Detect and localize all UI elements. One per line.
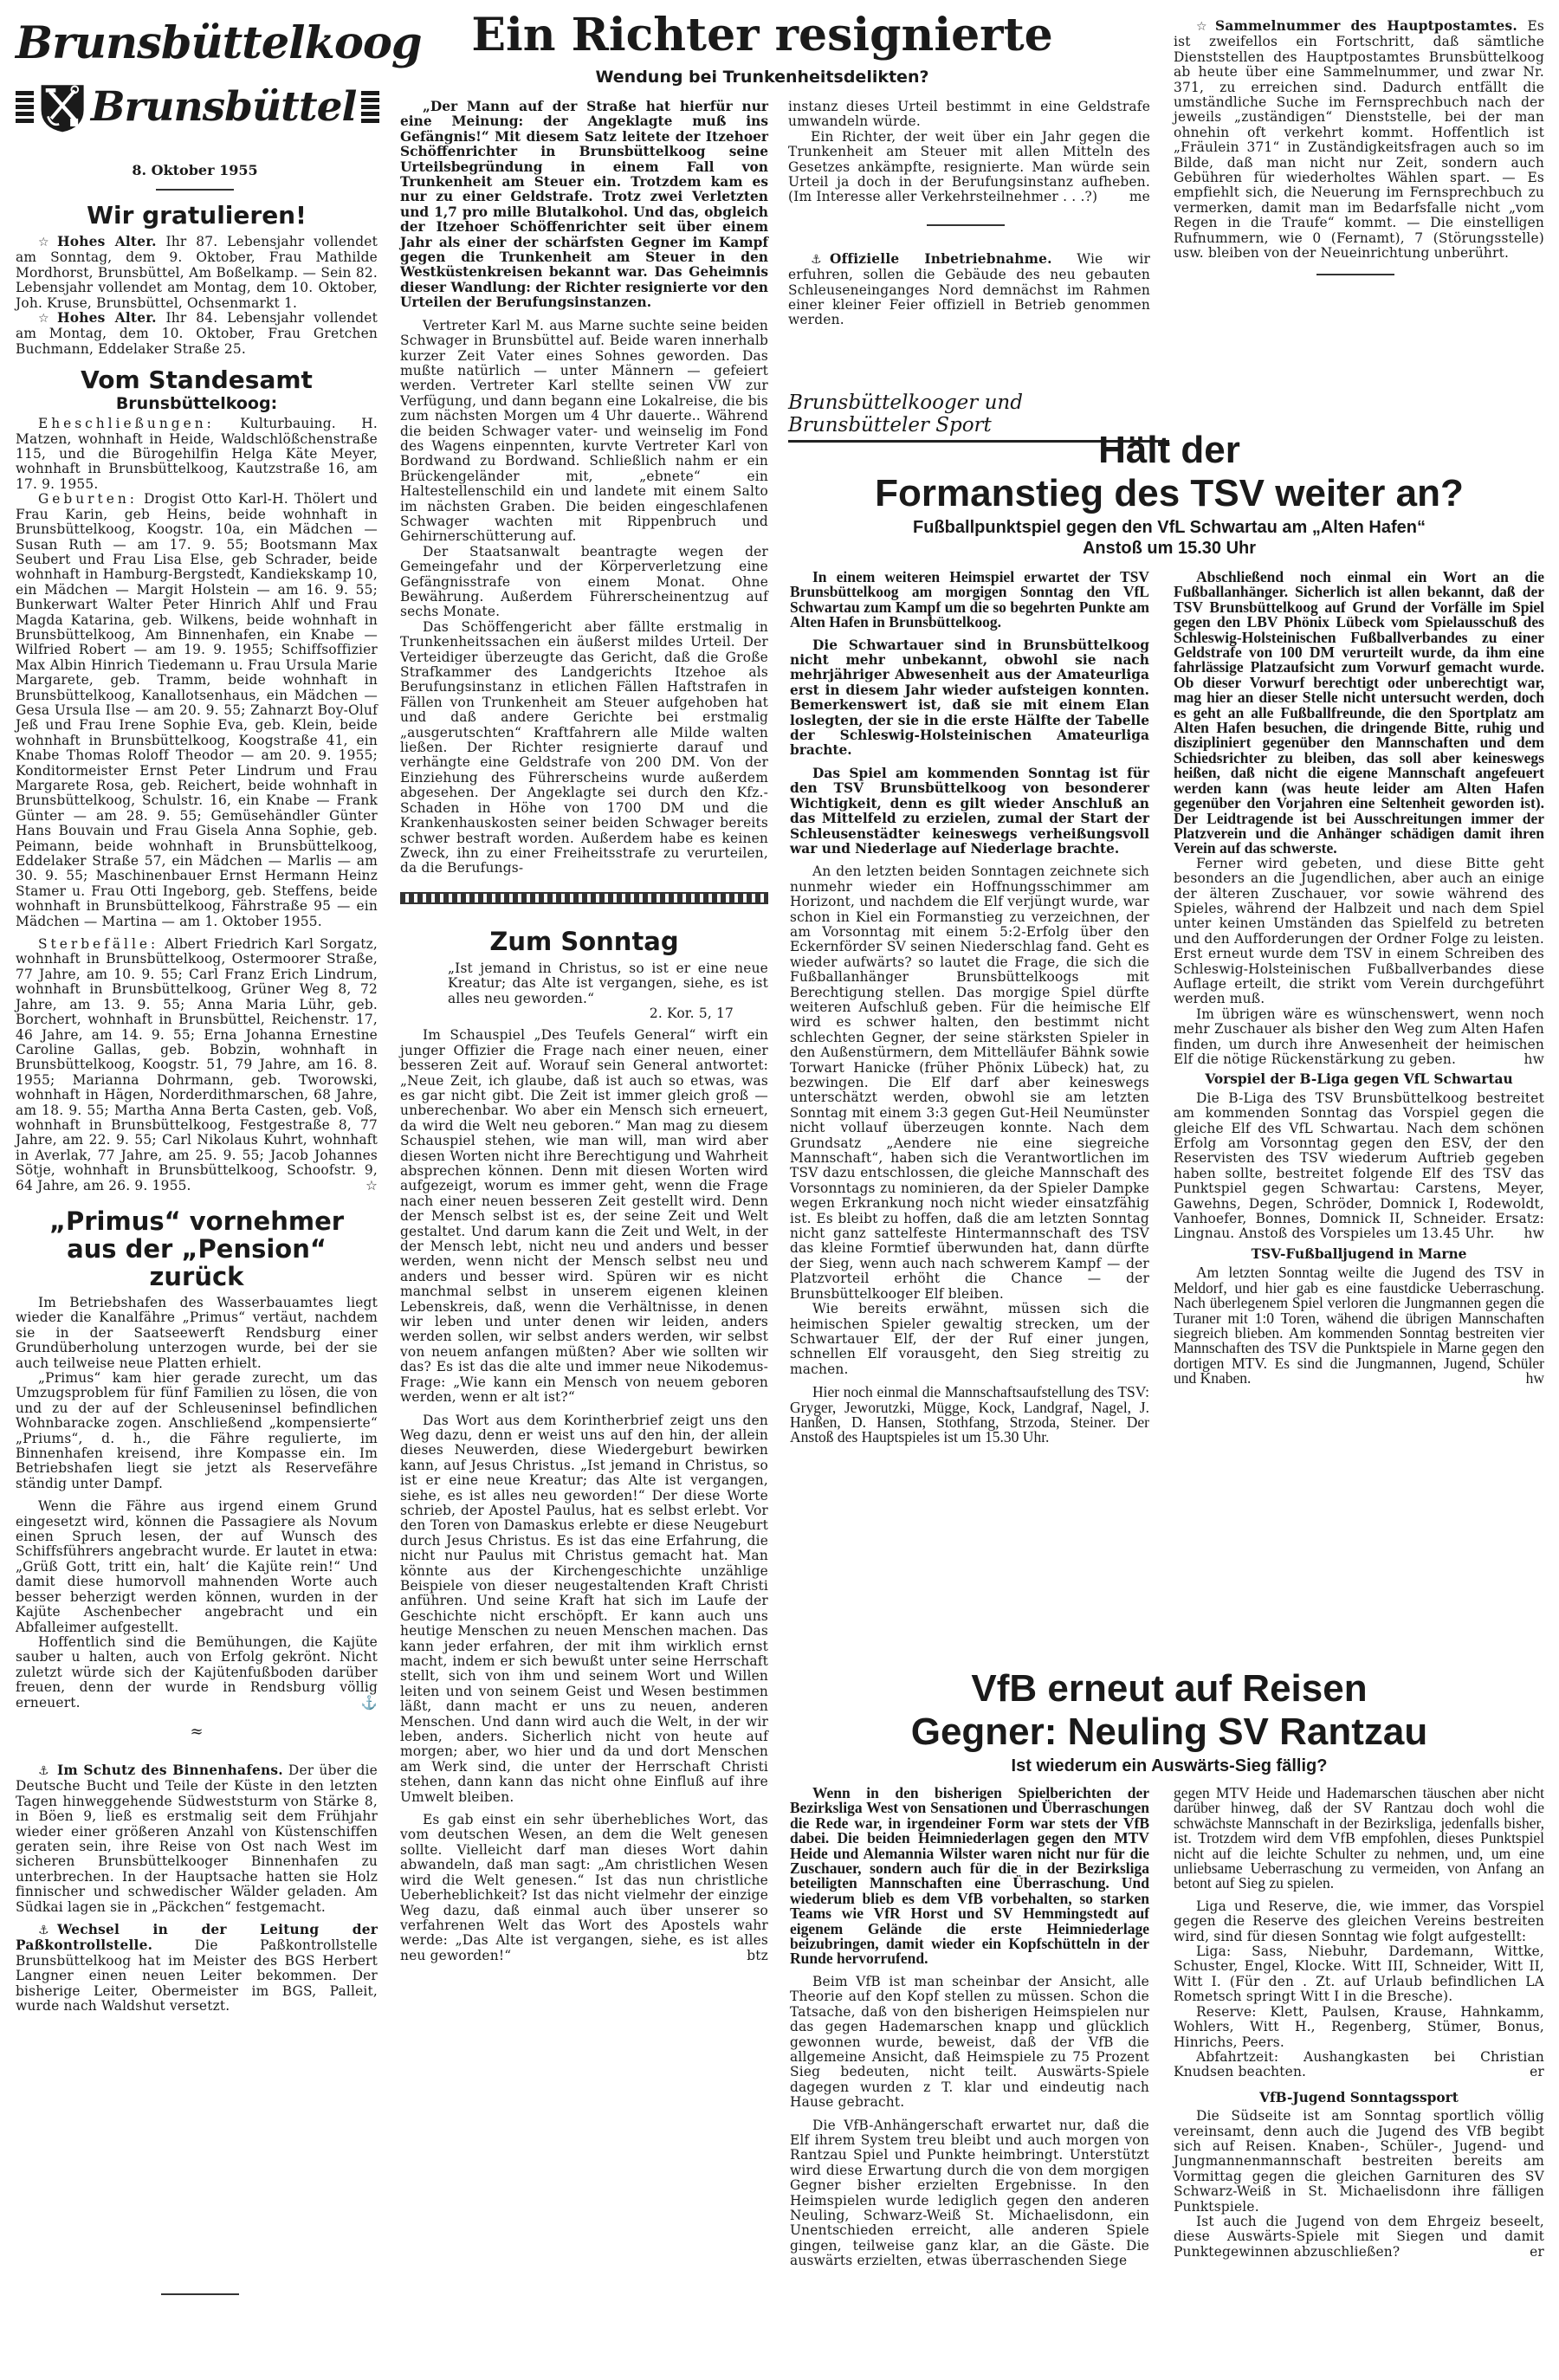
brief-text: Der über die Deutsche Bucht und Teile der Küste in den letzten Tagen hinweggehende Südweststurm von Stärke 8, in Böen 9, ließ es erstmalig seit dem Frühjahr wieder einer größeren Anzahl von Küstenschiffen geraten sein, ihre Reise von Ost nach West im sicheren Brunsbüttelkooger Binnenhafen zu unterbrechen. In der Hauptsache hatten sie Holz finnischer und schwedischer Wälder geladen. Am Südkai lagen sie in „Päckchen“ festgemacht.: [16, 1762, 378, 1915]
deaths-text: Albert Friedrich Karl Sorgatz, wohnhaft in Brunsbüttelkoog, Ostermoorer Straße, 77 Jahre, am 10. 9. 55; Carl Franz Erich Lindrum, wohnhaft in Brunsbüttelkoog, Grüner Weg 8, 72 Jahre, am 13. 9. 55; Anna Maria Lühr, geb. Borchert, wohnhaft in Brunsbüttel, Reichenstr. 17, 46 Jahre, am 14. 9. 55; Erna Johanna Ernestine Caroline Gallas, geb. Bobzin, wohnhaft in Brunsbüttelkoog, Koogstr. 51, 79 Jahre, am 16. 8. 1955; Marianna Dohrmann, geb. Tworowski, wohnhaft in Hägen, Norderdithmarschen, 68 Jahre, am 18. 9. 55; Martha Anna Berta Casten, geb. Voß, wohnhaft in Brunsbüttelkoog, Festgestraße 8, 77 Jahre, am 22. 9. 55; Carl Nikolaus Kuhrt, wohnhaft in Averlak, 77 Jahre, am 25. 9. 55; Jacob Johannes Sötje, wohnhaft in Brunsbüttelkoog, Schoofstr. 9, 64 Jahre, am 26. 9. 1955.: [16, 936, 378, 1193]
vfb-title-line1: VfB erneut auf Reisen: [971, 1667, 1368, 1710]
sonntag-paragraph: Es gab einst ein sehr überhebliches Wort, das vom deutschen Wesen, an dem die Welt genesen sollte. Vielleicht darf man dieses Wort dahin abwandeln, daß man sagt: „Am christlichen Wesen wird die Welt genesen.“ Ist das nun christliche Ueberheblichkeit? Ist das nicht vielmehr der einzige Weg dazu, daß einmal auch über unserer so verfahrenen Welt das Wort des Apostels wahr werde: „Das Alte ist vergangen, siehe, es ist alles neu geworden!“: [400, 1812, 768, 1963]
masthead-title-line1: Brunsbüttelkoog: [16, 17, 422, 69]
vfb-right-cond: gegen MTV Heide und Hademarschen täuschen aber nicht darüber hinweg, daß der SV Rantzau doch wohl die schwächste Mannschaft in der Bezirksliga, jedenfalls bisher, ist. Trotzdem wird dem VfB empfohlen, dieses Punktspiel nicht auf die leichte Schulter zu nehmen, und, um eine unliebsame Ueberraschung zu vermeiden, von Anfang an betont auf Sieg zu spielen.: [1174, 1784, 1544, 1892]
masthead-title-line2: Brunsbüttel: [90, 83, 357, 131]
gratulieren-title: Wir gratulieren!: [87, 201, 307, 230]
richter-subtitle: Wendung bei Trunkenheitsdelikten?: [595, 68, 929, 87]
tsv-title-line1: Hält der: [1098, 429, 1240, 471]
tsv-bold-paragraph: In einem weiteren Heimspiel erwartet der TSV Brunsbüttelkoog am morgigen Sonntag den VfL Schwartau zum Kampf um die so begehrten Punkte am Alten Hafen in Brunsbüttelkoog.: [790, 568, 1149, 631]
vfb-right-paragraph: Liga und Reserve, die, wie immer, das Vorspiel gegen die Reserve des gleichen Vereins bestreiten wird, sind für diesen Sonntag wie folgt aufgestellt:: [1174, 1898, 1544, 1944]
vorspiel-text: Die B-Liga des TSV Brunsbüttelkoog bestreitet am kommenden Sonntag das Vorspiel gegen die gleiche Elf des VfL Schwartau. Nach dem schönen Erfolg am Vorsonntag gegen den ESV, der den Reservisten des TSV wiederum Auftrieb gegeben haben sollte, bestreitet folgende Elf des TSV das Punktspiel gegen Schwartau: Carstens, Meyer, Gawehns, Degen, Schröder, Domnick I, Rodewoldt, Vanhoefer, Bonnes, Domnick II, Schneider. Ersatz: Lingnau. Anstoß des Vorspieles um 13.45 Uhr.: [1174, 1090, 1544, 1242]
vfb-jugend-title: VfB-Jugend Sonntagssport: [1259, 2089, 1459, 2105]
primus-title-line2: aus der „Pension“ zurück: [67, 1233, 327, 1291]
signature: hw: [1525, 1369, 1544, 1387]
tsv-lineup: Hier noch einmal die Mannschaftsaufstellung des TSV: Gryger, Jeworutzki, Mügge, Kock, Landgraf, Nagel, J. Hanßen, D. Hansen, Stothfang, Strzoda, Steiner. Der Anstoß des Hauptspieles ist um 15.30 Uhr.: [790, 1383, 1149, 1446]
column-4-top: [1174, 19, 1544, 275]
divider: [1316, 274, 1394, 275]
richter-paragraph: Der Staatsanwalt beantragte wegen der Gemeingefahr und der Körperverletzung eine Gefängnisstrafe von einem Monat. Ohne Bewährung. Außerdem Führerscheinentzug auf sechs Monate.: [400, 543, 768, 620]
sonntag-title: Zum Sonntag: [489, 926, 679, 956]
sport-section-title: Brunsbüttelkooger und Brunsbütteler Sport: [788, 391, 1169, 443]
tsv-title-line2: Formanstieg des TSV weiter an?: [875, 472, 1464, 514]
inbetrieb-text: Wie wir erfuhren, sollen die Gebäude des neu gebauten Schleuseneinganges Nord demnächst im Rahmen einer kleiner Feier offiziell in Betrieb genommen werden.: [788, 250, 1150, 328]
richter-paragraph: Das Schöffengericht aber fällte erstmalig in Trunkenheitssachen ein äußerst mildes Urteil. Der Verteidiger überzeugte das Gericht, daß die Große Strafkammer des Landgerichts Itzehoe als Berufungsinstanz in etlichen Fällen Haftstrafen in Fällen von Trunkenheit am Steuer aufgehoben hat und daß andere Gerichte bei erstmalig „ausgerutschten“ Kraftfahrern alle Milde walten ließen. Der Richter resignierte darauf und verhängte eine Geldstrafe von 200 DM. Von der Einziehung des Führerscheins wurde außerdem abgesehen. Der Angeklagte sei durch den Kfz.-Schaden in Höhe von 1700 DM und die Krankenhauskosten seiner beiden Schwager bereits schwer bestraft worden. Außerdem habe es keinen Zweck, ihn zu einer Freiheitsstrafe zu verurteilen, da die Berufungs-: [400, 618, 768, 876]
tsv-bold-paragraph: Die Schwartauer sind in Brunsbüttelkoog nicht mehr unbekannt, obwohl sie nach mehrjähriger Abwesenheit aus der Amateurliga erst in diesem Jahr wieder aufsteigen konnten. Bemerkenswert ist, daß sie mit einem Elan loslegten, der sie in die erste Hälfte der Tabelle der Schleswig-Holsteinischen Amateurliga brachte.: [790, 637, 1149, 759]
column-3-top: [788, 100, 1150, 328]
primus-paragraph: Im Betriebshafen des Wasserbauamtes liegt wieder die Kanalfähre „Primus“ vertäut, nachdem sie in der Saatseewerft Rendsburg einer Grundüberholung unterzogen wurde, bei der sie auch teilweise neue Platten erhielt.: [16, 1294, 378, 1371]
vfb-jugend-paragraph: Die Südseite ist am Sonntag sportlich völlig vereinsamt, denn auch die Jugend des VfB begibt sich auf Reisen. Knaben-, Schüler-, Jugend- und Jungmannenmannschaft bestreiten bereits am Vormittag gegen die gleichen Garnituren des SV Schwarz-Weiß in St. Michaelisdonn ihre fälligen Punktspiele.: [1174, 2108, 1544, 2215]
tsv-subtitle-1: Fußballpunktspiel gegen den VfL Schwartau am „Alten Hafen“: [913, 518, 1426, 537]
richter-title: Ein Richter resignierte: [471, 9, 1053, 61]
column-2: [400, 100, 768, 1963]
signature: hw: [1523, 1226, 1544, 1242]
anchor-icon: ⚓: [38, 1763, 49, 1778]
sonntag-reference: 2. Kor. 5, 17: [649, 1005, 734, 1021]
brief-lead: Wechsel in der Leitung der Paßkontrollstelle.: [16, 1922, 378, 1954]
richter-paragraph: Vertreter Karl M. aus Marne suchte seine beiden Schwager in Brunsbüttel auf. Beide waren innerhalb kurzer Zeit Vater eines Sohnes geworden. Das mußte natürlich — unter Männern — gefeiert werden. Vertreter Karl stellte seinen VW zur Verfügung, und dann begann eine Lokalreise, die bis zum nächsten Morgen um 4 Uhr dauerte.. Während die beiden Schwager vater- und weinselig im Fond des Wagens einpennten, kurvte Vertreter Karl von Bordwand zu Bordwand. Schließlich nahm er ein Brückengeländer mit, „ebnete“ ein Haltestellenschild ein und landete mit einem Salto im nächsten Graben. Die beiden eingeschlafenen Schwager wachten mit Rippenbruch und Gehirnerschütterung auf.: [400, 317, 768, 545]
star-icon: ☆: [38, 312, 49, 327]
signature: btz: [747, 1947, 768, 1963]
divider: [161, 2293, 239, 2295]
star-icon: ☆: [1196, 20, 1207, 34]
sammelnummer-lead: Sammelnummer des Hauptpostamtes.: [1215, 18, 1517, 34]
anchor-icon: ⚓: [38, 1924, 49, 1937]
anchor-icon: ⚓: [360, 1694, 378, 1711]
vfb-jugend-paragraph: Ist auch die Jugend von dem Ehrgeiz beseelt, diese Auswärts-Spiele mit Siegen und damit Punktegewinnen abzuschließen?: [1174, 2213, 1544, 2260]
gratulieren-lead-2: Hohes Alter.: [57, 310, 157, 327]
richter-lead: „Der Mann auf der Straße hat hierfür nur eine Meinung: der Angeklagte muß ins Gefängnis!“ Mit diesem Satz leitete der Itzehoer Schöffenrichter in Brunsbüttelkoog seine Urteilsbegründung in einem Fall von Trunkenheit am Steuer ein. Trotzdem kam es nur zu einer Geldstrafe. Trotz zwei Verletzten und 1,7 pro mille Blutalkohol. Und das, obgleich der Itzehoer Schöffenrichter seit über einem Jahr als einer der schärfsten Gegner im Kampf gegen die Trunkenheit am Steuer in den Westküstenkreisen bekannt war. Das Geheimnis dieser Wandlung: der Richter resignierte vor den Urteilen der Berufungsinstanzen.: [400, 99, 768, 311]
star-icon: ☆: [365, 1177, 378, 1193]
standesamt-title: Vom Standesamt: [81, 365, 313, 395]
crest-anchor-spade-icon: [39, 68, 86, 147]
tsv-right-paragraph: Im übrigen wäre es wünschenswert, wenn noch mehr Zuschauer als bisher den Weg zum Alten Hafen finden, um durch ihre Anwesenheit der heimischen Elf die nötige Rückenstärkung zu geben.: [1174, 1006, 1544, 1067]
sonntag-paragraph: Das Wort aus dem Korintherbrief zeigt uns den Weg dazu, denn er weist uns auf den hin, der allein dieses Neuwerden, diese Wiedergeburt bewirken kann, auf Jesus Christus. „Ist jemand in Christus, so ist er eine neue Kreatur; das Alte ist vergangen, siehe, es ist alles neu geworden!“ Der diese Worte schrieb, der Apostel Paulus, hat es selbst erlebt. Vor den Toren von Damaskus erlebte er diese Neugeburt durch Jesus Christus. Es ist das eine Erfahrung, die nicht nur Paulus mit Christus gemacht hat. Man könnte aus der Kirchengeschichte unzählige Beispiele von dieser neugestaltenden Kraft Christi anführen. Und seine Kraft hat sich im Laufe der Geschichte nicht erschöpft. Er kann auch uns heutige Menschen zu neuen Menschen machen. Das kann jeder erfahren, der mit ihm wirklich ernst macht, indem er sich bewußt unter seine Herrschaft stellt, sich von ihm und seinem Wort und Willen leiten und von seinem Geist und Wesen bestimmen läßt, dann macht er uns zu neuen, anderen Menschen. Und dann wird auch die Welt, in der wir leben, anders. Sicherlich nicht von heute auf morgen; aber, wo hier und da und dort Menschen am Werk sind, die unter der Herrschaft Christi stehen, dann kann das nicht ohne Einfluß auf ihre Umwelt bleiben.: [400, 1412, 768, 1805]
divider: [927, 224, 1005, 226]
sonntag-quote: „Ist jemand in Christus, so ist er eine neue Kreatur; das Alte ist vergangen, siehe, es ist alles neu geworden.“: [448, 960, 768, 1006]
richter-continued: Ein Richter, der weit über ein Jahr gegen die Trunkenheit am Steuer mit allen Mitteln des Gesetzes ankämpfte, resignierte. Man würde sein Urteil ja doch in der Berufungsinstanz aufheben. (Im Interesse aller Verkehrsteilnehmer . . .?): [788, 128, 1150, 205]
marriages-text: Kulturbauing. H. Matzen, wohnhaft in Heide, Waldschlößchenstraße 115, und die Bürogehilfin Helga Käte Meyer, wohnhaft in Brunsbüttelkoog, Kautzstraße 16, am 17. 9. 1955.: [16, 416, 378, 492]
births-text: Drogist Otto Karl-H. Thölert und Frau Karin, geb Heins, beide wohnhaft in Brunsbüttelkoog, Koogstr. 10a, ein Mädchen — Susan Ruth — am 17. 9. 55; Bootsmann Max Seubert und Frau Lisa Else, geb Schrader, beide wohnhaft in Hamburg-Bergstedt, Kandiekskamp 10, ein Mädchen — Margit Holstein — am 16. 9. 55; Bunkerwart Walter Peter Hinrich Ahlf und Frau Magda Katarina, geb. Wilkens, beide wohnhaft in Brunsbüttelkoog, Am Binnenhafen, ein Knabe — Wilfried Robert — am 19. 9. 1955; Schiffsoffizier Max Albin Hinrich Tiedemann u. Frau Ursula Marie Margarete, geb. Tramm, beide wohnhaft in Brunsbüttelkoog, Kanallotsenhaus, ein Mädchen — Gesa Ursula Ilse — am 20. 9. 55; Zahnarzt Boy-Oluf Jeß und Frau Irene Sophie Eva, geb. Klein, beide wohnhaft in Brunsbüttelkoog, Koogstraße 41, ein Knabe Thomas Roloff Theodor — am 20. 9. 1955; Konditormeister Ernst Peter Lindrum und Frau Margarete Rosa, geb. Reichert, beide wohnhaft in Brunsbüttelkoog, Schulstr. 16, ein Knabe — Frank Günter — am 28. 9. 55; Gemüsehändler Günter Hans Bouvain und Frau Gisela Anna Sophie, geb. Peimann, beide wohnhaft in Brunsbüttelkoog, Eddelaker Straße 57, ein Mädchen — Marlis — am 30. 9. 55; Maschinenbauer Ernst Hermann Heinz Stamer u. Frau Otti Ingeborg, geb. Steffens, beide wohnhaft in Brunsbüttelkoog, Fährstraße 95 — ein Mädchen — Martina — am 1. Oktober 1955.: [16, 491, 378, 929]
column-1: [16, 201, 378, 2014]
tsv-paragraph: An den letzten beiden Sonntagen zeichnete sich nunmehr wieder ein Hoffnungsschimmer am Horizont, und nachdem die Elf verjüngt wurde, war schon in Kiel ein Formanstieg zu verzeichnen, der am Vorsonntag mit einem 5:2-Erfolg über den Eckernförder SV seinen Niederschlag fand. Geht es wieder aufwärts? so lautet die Frage, die sich die Fußballanhänger Brunsbüttelkoogs mit Berechtigung stellen. Das morgige Spiel dürfte weiteren Aufschluß geben. Für die heimische Elf wird es schwer halten, den bestimmt nicht schlechten Gegner, der seine stärksten Spieler in den Außenstürmern, dem Mittelläufer Bähnk sowie Torwart Hanicke (früher Phönix Lübeck) hat, zu bezwingen. Die Elf darf aber keineswegs unterschätzt werden, obwohl sie am letzten Sonntag mit einem 3:3 gegen Gut-Heil Neumünster nicht vollauf überzeugen konnte. Nach dem Grundsatz „Aendere nie eine siegreiche Mannschaft“, haben sich die Verantwortlichen im TSV dazu entschlossen, die gleiche Mannschaft des Vorsonntags zu nominieren, da der Spieler Dampke wegen Erkrankung noch nicht wieder einsatzfähig ist. Es bleibt zu hoffen, daß die am letzten Sonntag nicht ganz sattelfeste Hintermannschaft des TSV das kleine Formtief überwunden hat, dann dürfte der Sieg, wenn auch nach schwerem Kampf — der Platzvorteil erhöht die Chance — der Brunsbüttelkooger Elf bleiben.: [790, 863, 1149, 1302]
tsv-left-column: [790, 570, 1149, 1445]
banner-left-icon: [16, 91, 34, 124]
primus-paragraph: Wenn die Fähre aus irgend einem Grund eingesetzt wird, können die Passagiere als Novum einen Spruch lesen, der auf Wunsch des Schiffsführers angebracht wurde. Er lautet in etwa: „Grüß Gott, tritt ein, halt‘ die Kajüte rein!“ Und damit diese humorvoll mahnenden Worte auch besser beherzigt werden können, wurden in der Kajüte Aschenbecher angebracht und ein Abfalleimer aufgestellt.: [16, 1498, 378, 1635]
star-icon: ☆: [38, 236, 49, 249]
primus-paragraph: „Primus“ kam hier gerade zurecht, um das Umzugsproblem für fünf Familien zu lösen, die von und zu der auf der Schleuseninsel befindlichen Wohnbaracke zogen. Anschließend „kompensierte“ „Priums“, d. h., die Fähre regulierte, im Binnenhafen kreisend, ihre Kompasse ein. Im Betriebshafen liegt sie jetzt als Reservefähre ständig unter Dampf.: [16, 1370, 378, 1491]
primus-paragraph: Hoffentlich sind die Bemühungen, die Kajüte sauber u halten, auch von Erfolg gekrönt. Nicht zuletzt würde sich der Kajütenfußboden darüber freuen, denn der wurde in Rendsburg völlig erneuert.: [16, 1633, 378, 1711]
vfb-bold-lead: Wenn in den bisherigen Spielberichten der Bezirksliga West von Sensationen und Überraschungen die Rede war, in irgendeiner Form war stets der VfB dabei. Die beiden Heimniederlagen gegen den MTV Heide und Alemannia Wilster waren nicht nur für die Zuschauer, sondern auch für die in der Bezirksliga beteiligten Mannschaften eine Überraschung. Und wiederum blieb es dem VfB vorbehalten, so starken Teams wie VfR Horst und SV Hemmingstedt auf eigenem Gelände die erste Heimniederlage beizubringen, damit wieder ein Kopfschütteln in der Runde hervorrufend.: [790, 1784, 1149, 1968]
vfb-title-line2: Gegner: Neuling SV Rantzau: [910, 1711, 1428, 1753]
gratulieren-text-2: Ihr 84. Lebensjahr vollendet am Montag, dem 10. Oktober, Frau Gretchen Buchmann, Eddelaker Straße 25.: [16, 310, 378, 357]
signature: hw: [1523, 1051, 1544, 1067]
section-label-deaths: Sterbefälle:: [38, 936, 159, 953]
jugend-text: Am letzten Sonntag weilte die Jugend des TSV in Meldorf, und hier gab es eine faustdicke Ueberraschung. Nach überlegenem Spiel verloren die Jungmannen gegen die Turaner mit 1:0 Toren, wähend die übrigen Mannschaften siegreich blieben. Am kommenden Sonntag bestreiten vier Mannschaften des TSV die Punktspiele in Marne gegen den dortigen MTV. Es sind die Jungmannen, Jugend, Schüler und Knaben.: [1174, 1264, 1544, 1387]
tsv-right-column: [1174, 570, 1544, 1387]
gratulieren-lead-1: Hohes Alter.: [57, 234, 157, 249]
signature: er: [1530, 2243, 1544, 2260]
issue-date: 8. Oktober 1955: [132, 162, 258, 178]
standesamt-subtitle: Brunsbüttelkoog:: [115, 394, 278, 414]
tsv-right-paragraph: Ferner wird gebeten, und diese Bitte geht besonders an die Jugendlichen, aber auch an einige der älteren Zuschauer, vor sowie während des Spieles, während der Halbzeit und nach dem Spiel unter keinen Umständen das Spielfeld zu betreten und den Aufforderungen der Ordner Folge zu leisten. Erst erneut wurde dem TSV in einem Schreiben des Schleswig-Holsteinischen Fußballverbandes diese Auflage erteilt, die strikt vom Verein durchgeführt werden muß.: [1174, 855, 1544, 1007]
vfb-lineup-liga: Liga: Sass, Niebuhr, Dardemann, Wittke, Schuster, Engel, Klocke. Witt III, Schneider, Witt II, Witt I. (Für den . Zt. auf Urlaub befindlichen LA Rometsch springt Witt I in die Bresche).: [1174, 1943, 1544, 2005]
tsv-paragraph: Wie bereits erwähnt, müssen sich die heimischen Spieler gewaltig strecken, um der Schwartauer Elf, der der Ruf einer jungen, schnellen Elf vorausgeht, den Sieg streitig zu machen.: [790, 1301, 1149, 1377]
masthead: [16, 17, 422, 147]
signature: me: [1129, 189, 1150, 205]
vfb-lineup-reserve: Reserve: Klett, Paulsen, Krause, Hahnkamm, Wohlers, Witt H., Regenberg, Stümer, Bonus, Hinrichs, Peers.: [1174, 2003, 1544, 2050]
vorspiel-title: Vorspiel der B-Liga gegen VfL Schwartau: [1205, 1071, 1513, 1088]
signature: er: [1530, 2064, 1544, 2080]
richter-continued: instanz dieses Urteil bestimmt in eine Geldstrafe umwandeln würde.: [788, 99, 1150, 130]
inbetrieb-lead: Offizielle Inbetriebnahme.: [830, 250, 1052, 267]
sonntag-paragraph: Im Schauspiel „Des Teufels General“ wirft ein junger Offizier die Frage nach einer neuen, einer besseren Zeit auf. Worauf sein General antwortet: „Neue Zeit, ich glaube, daß ist auch so etwas, was es gar nicht gibt. Die Zeit ist immer gleich groß — unberechenbar. Wo aber ein Mensch sich erneuert, da wird die Welt neu geboren.“ Man mag zu diesem Schauspiel stehen, wie man will, man wird aber diesen Worten nicht ihre Berechtigung und Wahrheit absprechen können. Denn mit diesen Worten wird aufgezeigt, worum es immer geht, wenn die Frage nach einer neuen besseren Zeit gestellt wird. Denn der Mensch selbst ist es, der seine Zeit und Welt gestaltet. Und darum kann die Zeit und Welt, in der der Mensch lebt, nicht neu und anders und besser werden, wenn nicht der Mensch selbst neu und anders und besser wird. Spüren wir es nicht manchmal selbst in unserem eigenen kleinen Lebenskreis, daß, wenn die Verhältnisse, in denen wir leben und unter denen wir leiden, anders werden sollen, wir selbst anders werden, wir selbst von neuem anfangen müßten? Aber wie sollten wir das? Es ist das die alte und immer neue Nikodemus-Frage: „Wie kann ein Mensch von neuem geboren werden, wenn er alt ist?“: [400, 1027, 768, 1406]
tsv-right-bold: Abschließend noch einmal ein Wort an die Fußballanhänger. Sicherlich ist allen bekannt, daß der TSV Brunsbüttelkoog auf Grund der Vorfälle im Spiel gegen den LBV Phönix Lübeck vom Spielausschuß des Schleswig-Holsteinischen Fußballverbandes zu einer Geldstrafe von 100 DM verurteilt wurde, da ihm eine fahrlässige Platzaufsicht zum Vorwurf gemacht wurde. Ob dieser Vorwurf berechtigt oder unberechtigt war, mag hier an dieser Stelle nicht untersucht werden, doch es geht an alle Fußballfreunde, die den Sportplatz am Alten Hafen besuchen, die dringende Bitte, ruhig und diszipliniert gegenüber den Mannschaften und dem Schiedsrichter zu bleiben, das soll aber keineswegs heißen, daß nicht die eigene Mannschaft angefeuert werden kann (was heute leider am Alten Hafen gegenüber den Vorjahren eine Seltenheit geworden ist). Der Leidtragende ist bei Ausschreitungen immer der Platzverein und die Anhänger schädigen damit ihren Verein auf das schwerste.: [1174, 568, 1544, 857]
brief-text: Die Paßkontrollstelle Brunsbüttelkoog hat im Meister des BGS Herbert Langner einen neuen Leiter bekommen. Der bisherige Leiter, Obermeister im BGS, Palleit, wurde nach Waldshut versetzt.: [16, 1937, 378, 2015]
primus-title-line1: „Primus“ vornehmer: [49, 1206, 345, 1236]
divider: [156, 189, 234, 191]
gratulieren-text-1: Ihr 87. Lebensjahr vollendet am Sonntag, dem 9. Oktober, Frau Mathilde Mordhorst, Brunsbüttel, Am Boßelkamp. — Sein 82. Lebensjahr vollendet am Montag, dem 10. Oktober, Joh. Kruse, Brunsbüttel, Ochsenmarkt 1.: [16, 234, 378, 311]
braid-ornament-divider: [400, 892, 768, 904]
vfb-paragraph: Beim VfB ist man scheinbar der Ansicht, alle Theorie auf den Kopf stellen zu müssen. Schon die Tatsache, daß von den bisherigen Heimspielen nur das gegen Hademarschen knapp und glücklich gewonnen wurde, beweist, daß der VfB die allgemeine Ansicht, daß Heimspiele zu 75 Prozent Sieg bedeuten, nicht teilt. Auswärts-Spiele dagegen wurden z T. klar und eindeutig nach Hause gebracht.: [790, 1973, 1149, 2111]
vfb-paragraph: Die VfB-Anhängerschaft erwartet nur, daß die Elf ihrem System treu bleibt und auch morgen von Rantzau Spiel und Punkte heimbringt. Unterstützt wird diese Erwartung durch die von dem morgigen Gegner bisher erzielten Ergebnisse. In den Heimspielen wurde lediglich gegen den anderen Neuling, Schwarz-Weiß St. Michaelisdonn, ein Unentschieden erreicht, alle anderen Spiele gingen, teilweise ganz klar, an die Gäste. Die auswärts erzielten, etwas überraschenden Siege: [790, 2117, 1149, 2269]
tsv-bold-paragraph: Das Spiel am kommenden Sonntag ist für den TSV Brunsbüttelkoog von besonderer Wichtigkeit, denn es gilt wieder Anschluß an das Mittelfeld zu erzielen, zumal der Start der Schleusenstädter keineswegs verheißungsvoll war und Niederlage auf Niederlage brachte.: [790, 765, 1149, 857]
anchor-icon: ⚓: [811, 252, 822, 267]
section-label-marriages: Eheschließungen:: [38, 416, 215, 432]
section-label-births: Geburten:: [38, 491, 138, 508]
tsv-subtitle-2: Anstoß um 15.30 Uhr: [1082, 539, 1257, 558]
vfb-right-column: [1174, 1786, 1544, 2260]
wave-ornament-icon: ≈: [190, 1722, 204, 1741]
vfb-left-column: [790, 1786, 1149, 2269]
vfb-subtitle: Ist wiederum ein Auswärts-Sieg fällig?: [1011, 1756, 1328, 1775]
vfb-departure: Abfahrtzeit: Aushangkasten bei Christian Knudsen beachten.: [1174, 2048, 1544, 2080]
brief-lead: Im Schutz des Binnenhafens.: [57, 1762, 283, 1778]
sammelnummer-text: Es ist zweifellos ein Fortschritt, daß sämtliche Dienststellen des Hauptpostamtes Brunsbüttelkoog ab heute über eine Sammelnummer, und zwar Nr. 371, zu erreichen sind. Dadurch entfällt die umständliche Suche im Fernsprechbuch nach der jeweils „zuständigen“ Dienststelle, bei der man ohnehin oft verkehrt kommt. Hoffentlich ist „Fräulein 371“ in Zuständigkeitsfragen auch so im Bilde, daß man nicht nur Zeit, sondern auch Gebühren für wiederholtes Wählen spart. — Es empfiehlt sich, die Neuerung im Fernsprechbuch zu vermerken, damit man im Bedarfsfalle nicht „vom Regen in die Traufe“ kommt. — Die einstelligen Rufnummern, wie 0 (Fernamt), 7 (Störungsstelle) usw. bleiben von der Neueinrichtung unberührt.: [1174, 18, 1544, 262]
jugend-title: TSV-Fußballjugend in Marne: [1251, 1245, 1467, 1262]
banner-right-icon: [361, 91, 379, 124]
